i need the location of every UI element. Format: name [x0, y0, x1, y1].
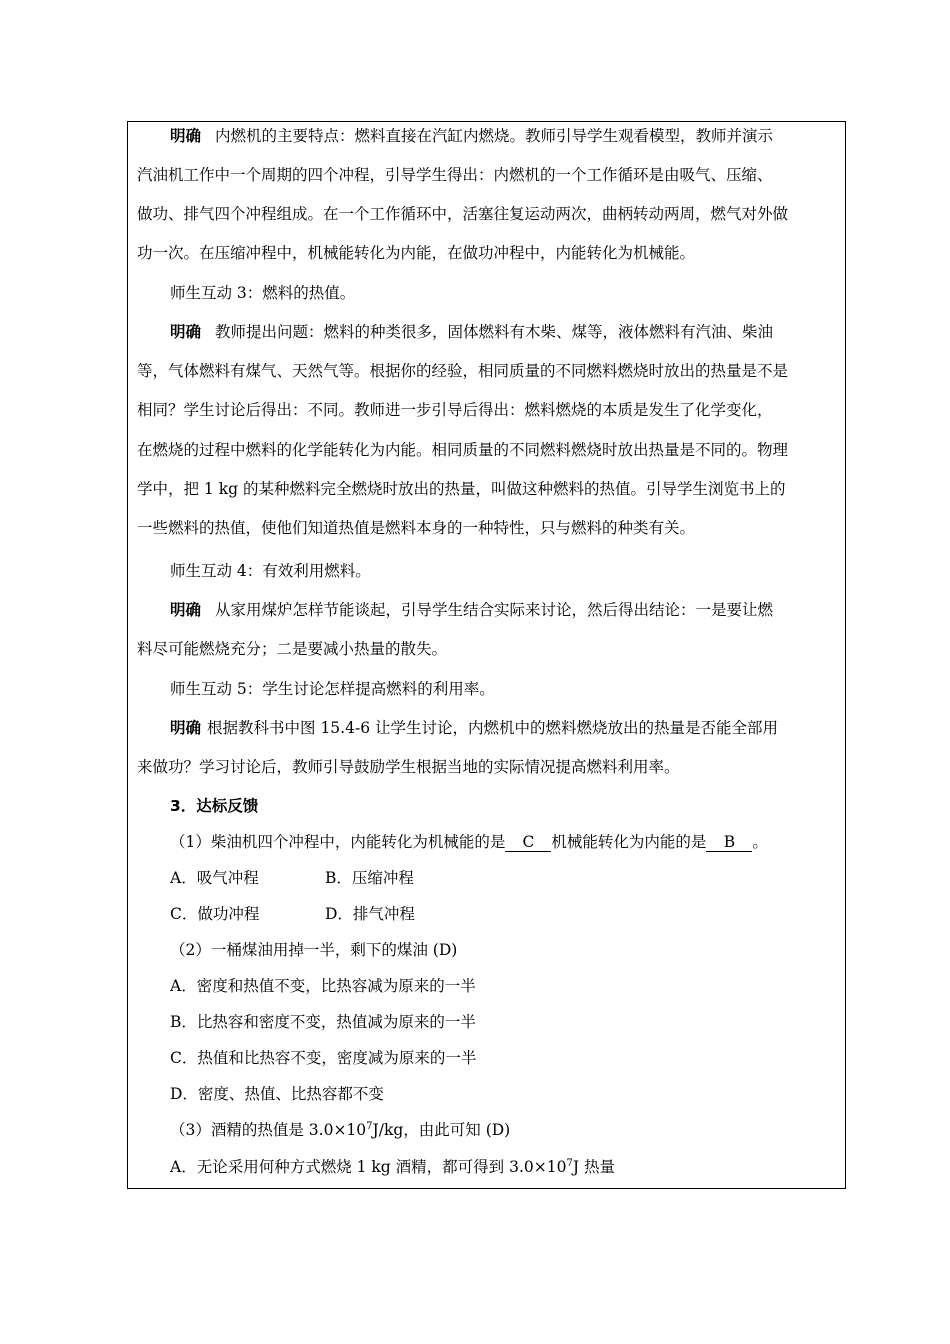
paragraph-2-line-4: 在燃烧的过程中燃料的化学能转化为内能。相同质量的不同燃料燃烧时放出热量是不同的。物理	[137, 441, 789, 459]
question-text: 机械能转化为内能的是	[551, 833, 707, 851]
option-c: C．做功冲程	[170, 905, 260, 923]
paragraph-text: 根据教科书中图 15.4-6 让学生讨论，内燃机中的燃料燃烧放出的热量是否能全部用	[207, 719, 778, 737]
paragraph-2-line-2: 等，气体燃料有煤气、天然气等。根据你的经验，相同质量的不同燃料燃烧时放出的热量是不是	[137, 362, 789, 380]
paragraph-1-line-1	[170, 126, 842, 146]
exponent: 7	[366, 1120, 373, 1132]
option-text: J 热量	[572, 1158, 615, 1176]
interaction-3-heading: 师生互动 3：燃料的热值。	[170, 284, 356, 302]
paragraph-2-line-6: 一些燃料的热值，使他们知道热值是燃料本身的一种特性，只与燃料的种类有关。	[137, 519, 696, 537]
paragraph-2-line-3: 相同？学生讨论后得出：不同。教师进一步引导后得出：燃料燃烧的本质是发生了化学变化，	[137, 401, 773, 419]
paragraph-3-line-1	[170, 600, 842, 620]
question-text: J/kg，由此可知 (D)	[372, 1121, 511, 1139]
paragraph-2-line-1	[170, 322, 842, 342]
question-text: 。	[752, 833, 768, 851]
paragraph-1-line-3: 做功、排气四个冲程组成。在一个工作循环中，活塞往复运动两次，曲柄转动两周，燃气对外做	[137, 205, 789, 223]
question-2-option-d: D．密度、热值、比热容都不变	[170, 1085, 384, 1103]
option-text: A．无论采用何种方式燃烧 1 kg 酒精，都可得到 3.0×10	[170, 1158, 567, 1176]
paragraph-1-line-4: 功一次。在压缩冲程中，机械能转化为内能，在做功冲程中，内能转化为机械能。	[137, 244, 696, 262]
paragraph-lead-label: 明确	[170, 323, 202, 341]
question-3-option-a	[170, 1157, 842, 1177]
question-1-options-row-2	[170, 904, 842, 924]
option-b: B．压缩冲程	[325, 869, 414, 887]
paragraph-text: 教师提出问题：燃料的种类很多，固体燃料有木柴、煤等，液体燃料有汽油、柴油	[215, 323, 774, 341]
paragraph-lead-label: 明确	[170, 719, 202, 737]
paragraph-text: 从家用煤炉怎样节能谈起，引导学生结合实际来讨论，然后得出结论：一是要让燃	[215, 601, 774, 619]
question-2-stem: （2）一桶煤油用掉一半，剩下的煤油 (D)	[170, 941, 458, 959]
paragraph-lead-label: 明确	[170, 601, 202, 619]
question-2-option-c: C．热值和比热容不变，密度减为原来的一半	[170, 1049, 477, 1067]
paragraph-4-line-2: 来做功？学习讨论后，教师引导鼓励学生根据当地的实际情况提高燃料利用率。	[137, 758, 680, 776]
paragraph-3-line-2: 料尽可能燃烧充分；二是要减小热量的散失。	[137, 640, 448, 658]
paragraph-1-line-2: 汽油机工作中一个周期的四个冲程，引导学生得出：内燃机的一个工作循环是由吸气、压缩、	[137, 166, 773, 184]
paragraph-text: 内燃机的主要特点：燃料直接在汽缸内燃烧。教师引导学生观看模型，教师并演示	[215, 127, 774, 145]
exponent: 7	[566, 1157, 573, 1169]
section-heading: 3．达标反馈	[170, 797, 259, 815]
question-3-stem	[170, 1120, 842, 1140]
paragraph-2-line-5: 学中，把 1 kg 的某种燃料完全燃烧时放出的热量，叫做这种燃料的热值。引导学生浏览书上的	[137, 480, 786, 498]
interaction-4-heading: 师生互动 4：有效利用燃料。	[170, 562, 371, 580]
answer-blank-2: B	[706, 833, 752, 852]
answer-blank-1: C	[505, 833, 551, 852]
question-2-option-b: B．比热容和密度不变，热值减为原来的一半	[170, 1013, 476, 1031]
paragraph-4-line-1	[170, 718, 842, 738]
question-1-stem	[170, 832, 842, 852]
paragraph-lead-label: 明确	[170, 127, 202, 145]
question-2-option-a: A．密度和热值不变，比热容减为原来的一半	[170, 977, 476, 995]
interaction-5-heading: 师生互动 5：学生讨论怎样提高燃料的利用率。	[170, 680, 495, 698]
question-text: （1）柴油机四个冲程中，内能转化为机械能的是	[170, 833, 506, 851]
option-a: A．吸气冲程	[170, 869, 259, 887]
question-text: （3）酒精的热值是 3.0×10	[170, 1121, 367, 1139]
option-d: D．排气冲程	[325, 905, 415, 923]
question-1-options-row-1	[170, 868, 842, 888]
